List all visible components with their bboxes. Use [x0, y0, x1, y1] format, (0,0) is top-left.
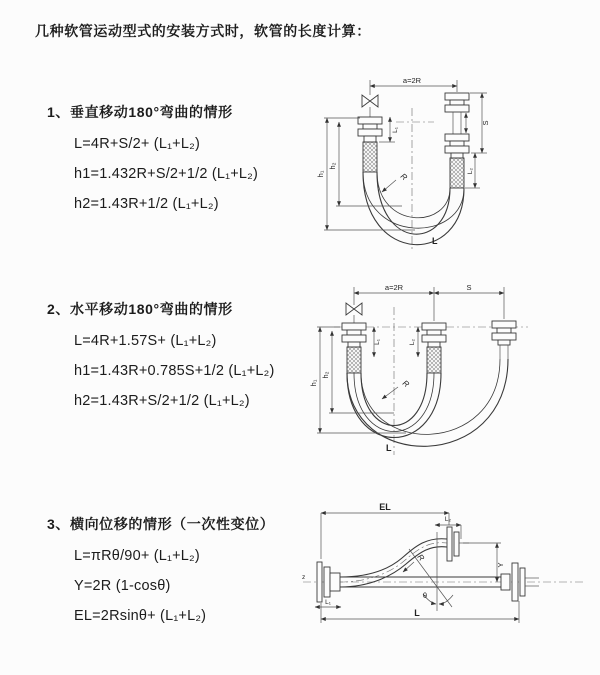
- dim-label-radius: R: [398, 171, 409, 183]
- formula-h2: h2=1.43R+S/2+1/2 (L₁+L₂): [74, 393, 250, 409]
- displaced-fitting: [492, 321, 516, 345]
- formula-length: L=πRθ/90+ (L₁+L₂): [74, 548, 200, 564]
- dim-label-width: a=2R: [384, 283, 404, 292]
- dim-label-h1: h₁: [309, 379, 318, 387]
- middle-fitting: [422, 323, 446, 347]
- left-fitting: [358, 117, 382, 142]
- dim-label-l1: L₁: [374, 339, 381, 345]
- dim-label-length: L: [386, 443, 392, 453]
- braided-hose-section: [363, 142, 377, 172]
- formula-h2: h2=1.43R+1/2 (L₁+L₂): [74, 196, 219, 212]
- dim-label-width: a=2R: [402, 76, 422, 85]
- hose-u-bend: [363, 172, 464, 245]
- section-1-heading: 1、垂直移动180°弯曲的情形: [47, 104, 233, 120]
- dim-label-travel: S: [466, 283, 472, 292]
- dim-label-h2: h₂: [321, 371, 330, 379]
- dim-label-l2: L₂: [467, 167, 474, 175]
- section-3-heading: 3、横向位移的情形（一次性变位）: [47, 516, 275, 532]
- section-vertical-movement: [47, 102, 317, 212]
- braided-hose-section: [427, 347, 441, 373]
- diagram-vertical-180-bend: [312, 70, 542, 261]
- diagram-horizontal-180-bend: [306, 281, 546, 466]
- dim-label-l2: L₂: [444, 516, 452, 523]
- displaced-flange: [447, 527, 459, 561]
- angle-arc-arrow: [439, 595, 453, 604]
- braided-hose-section: [450, 158, 464, 188]
- hose-displaced-curve: [340, 539, 447, 587]
- dim-label-s: S: [481, 120, 490, 126]
- section-lateral-displacement: [47, 514, 317, 624]
- section-2-heading: 2、水平移动180°弯曲的情形: [47, 301, 233, 317]
- left-flange: [317, 562, 340, 602]
- braided-hose-section: [347, 347, 361, 373]
- right-fitting-top: [445, 93, 469, 112]
- dim-label-radius: R: [415, 552, 427, 563]
- formula-h1: h1=1.432R+S/2+1/2 (L₁+L₂): [74, 166, 259, 182]
- dim-label-length: L: [414, 608, 420, 618]
- valve-icon: [362, 95, 378, 107]
- dim-label-h1: h₁: [316, 170, 325, 178]
- right-flange: [501, 563, 525, 601]
- centerline-mark: z: [302, 574, 306, 581]
- dim-label-l2: L₂: [409, 338, 416, 346]
- dim-label-length: L: [432, 236, 438, 246]
- formula-length: L=4R+S/2+ (L₁+L₂): [74, 136, 200, 152]
- section-horizontal-movement: [47, 299, 317, 409]
- dim-label-l1: L₁: [392, 127, 399, 133]
- left-fitting: [342, 323, 366, 347]
- page-title: 几种软管运动型式的安装方式时，软管的长度计算：: [35, 23, 371, 39]
- formula-length: L=4R+1.57S+ (L₁+L₂): [74, 333, 217, 349]
- right-fitting-bottom: [445, 134, 469, 158]
- radius-leader: [382, 180, 396, 192]
- formula-y: Y=2R (1-cosθ): [74, 578, 171, 594]
- dim-label-l1: L₁: [325, 599, 331, 606]
- dim-label-y: Y: [496, 562, 505, 568]
- dim-label-theta: θ: [422, 591, 428, 600]
- dim-label-h2: h₂: [328, 162, 337, 170]
- formula-el: EL=2Rsinθ+ (L₁+L₂): [74, 608, 207, 624]
- radius-leader: [382, 387, 398, 399]
- diagram-lateral-displacement: [297, 499, 589, 652]
- radius-leader: [403, 562, 414, 572]
- dim-label-radius: R: [400, 378, 411, 390]
- formula-h1: h1=1.43R+0.785S+1/2 (L₁+L₂): [74, 363, 275, 379]
- dim-label-el: EL: [379, 502, 391, 512]
